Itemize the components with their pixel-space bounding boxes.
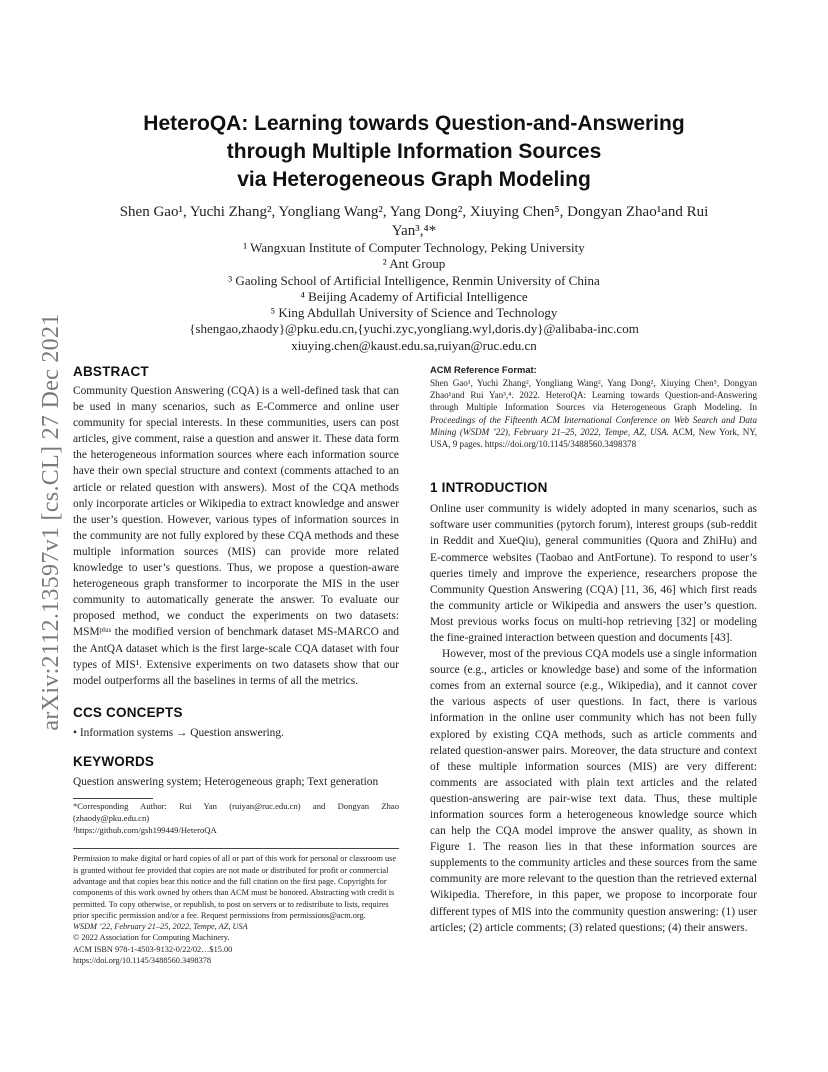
introduction-paragraph-1: Online user community is widely adopted in many scenarios, such as software user communities (pytorch forum), interest groups (sub-reddit in Reddit and XueQiu), general communities (Quora and ZhiHu) and E-commerce websites (Taobao and AntFortune). To respond to user’s queries timely and improve the experience, researchers propose the Community Question Answering (CQA) [11, 36, 46] which first reads the community article or Wikipedia and answers the user’s question. Most previous works focus on multi-hop retrieving [32] or modeling the fine-grained interaction between question and documents [43]. [430, 503, 757, 644]
introduction-heading: 1 INTRODUCTION [430, 480, 548, 496]
introduction-paragraph-2: However, most of the previous CQA models use a single information source (e.g., articles or knowledge base) and some of the information comes from an external source (e.g., Wikipedia), and it cannot cover the various aspects of user questions. In fact, there is various information in the online user community which has not been fully explored by existing CQA methods, such as article comments and related question-answer pairs. Moreover, the data structure and context of these multiple information sources (MIS) are very different: comments are associated with plain text articles and the related question-answering are pair-wise text data. Thus, these multiple information sources form a heterogeneous knowledge source which can help the CQA model improve the answer quality, as shown in Figure 1. The reason lies in that these information sources are supplements to the community articles and these sources from the same community are more relevant to the question than the retrieved external Wikipedia. Therefore, in this paper, we propose to incorporate four different types of MIS into the community question answering: (1) user articles; (2) article comments; (3) related questions; (4) their answers. [430, 648, 757, 934]
affiliation-4: ⁴ Beijing Academy of Artificial Intelligence [300, 288, 528, 304]
introduction-text [430, 501, 757, 936]
ccs-heading: CCS CONCEPTS [73, 704, 183, 720]
acm-reference-part2[interactable]: ACM, New York, NY, USA, 9 pages. https://doi.org/10.1145/3488560.3498378 [430, 426, 757, 450]
email-line-1: {shengao,zhaody}@pku.edu.cn,{yuchi.zyc,yongliang.wyl,doris.dy}@alibaba-inc.com [189, 321, 639, 337]
permission-block [73, 853, 399, 966]
abstract-text [73, 383, 399, 689]
affiliation-3: ³ Gaoling School of Artificial Intelligence, Renmin University of China [228, 272, 600, 288]
title-line-1: HeteroQA: Learning towards Question-and-Answering [143, 112, 685, 135]
affiliation-5: ⁵ King Abdullah University of Science and Technology [270, 305, 558, 321]
acm-reference-proceedings: Proceedings of the Fifteenth ACM International Conference on Web Search and Data Mining (WSDM ’22), February 21–25, 2022, Tempe, AZ, USA. [430, 414, 757, 437]
right-column [430, 364, 757, 936]
acm-reference-part1: Shen Gao¹, Yuchi Zhang², Yongliang Wang², Yang Dong², Xiuying Chen⁵, Dongyan Zhao¹and Rui Yan³,⁴. 2022. HeteroQA: Learning towards Question-and-Answering through Multiple Information Sources via Heterogeneous Graph Modeling. In [430, 378, 757, 413]
author-line-1: Shen Gao¹, Yuchi Zhang², Yongliang Wang², Yang Dong², Xiuying Chen⁵, Dongyan Zhao¹and Rui [119, 204, 709, 220]
paper-title [100, 110, 728, 194]
footnote-github-link[interactable]: ¹https://github.com/gsh199449/HeteroQA [73, 824, 217, 835]
permission-rule [73, 848, 399, 849]
copyright-line: © 2022 Association for Computing Machinery. [73, 933, 230, 943]
email-line-2: xiuying.chen@kaust.edu.sa,ruiyan@ruc.edu.cn [291, 337, 537, 353]
footnote-corresponding: *Corresponding Author: Rui Yan (ruiyan@ruc.edu.cn) and Dongyan Zhao (zhaody@pku.edu.cn) [73, 800, 399, 823]
doi-link[interactable]: https://doi.org/10.1145/3488560.3498378 [73, 956, 212, 966]
isbn-line: ACM ISBN 978-1-4503-9132-0/22/02…$15.00 [73, 944, 233, 954]
affiliation-2: ² Ant Group [382, 256, 446, 272]
abstract-heading: ABSTRACT [73, 364, 149, 379]
ccs-text: • Information systems → Question answering. [73, 726, 284, 739]
keywords-text: Question answering system; Heterogeneous graph; Text generation [73, 775, 379, 788]
author-line-2: Yan³,⁴* [391, 223, 437, 239]
permission-text: Permission to make digital or hard copies of all or part of this work for personal or classroom use is granted without fee provided that copies are not made or distributed for profit or commercial advantage and that copies bear this notice and the full citation on the first page. Copyrights for components of this work owned by others than ACM must be honored. Abstracting with credit is permitted. To copy otherwise, or republish, to post on servers or to redistribute to lists, requires prior specific permission and/or a fee. Request permissions from permissions@acm.org. [73, 854, 397, 920]
title-line-3: via Heterogeneous Graph Modeling [237, 168, 591, 191]
arxiv-stamp-text: arXiv:2112.13597v1 [cs.CL] 27 Dec 2021 [38, 313, 64, 731]
affiliation-1: ¹ Wangxuan Institute of Computer Technology, Peking University [243, 240, 585, 255]
title-line-2: through Multiple Information Sources [226, 140, 602, 163]
author-list [72, 203, 756, 241]
acm-reference-heading: ACM Reference Format: [430, 364, 537, 375]
abstract-paragraph: Community Question Answering (CQA) is a well-defined task that can be used in many scenarios, such as E-Commerce and online user community for special interests. In these communities, users can post articles, give comment, raise a question and answer it. These data form the heterogeneous information sources where each information source have their own special structure and context (comments attached to an article or related question with answers). Most of the CQA methods only incorporate articles or Wikipedia to extract knowledge and answer the user’s question. However, various types of information sources in the community are not fully explored by these CQA methods and these multiple information sources (MIS) can provide more related knowledge to user’s questions. Thus, we propose a question-aware heterogeneous graph transformer to incorporate the MIS in the user community to automatically generate the answer. To evaluate our proposed method, we conduct the experiments on two datasets: MSMᵖˡᵘˢ the modified version of benchmark dataset MS-MARCO and the AntQA dataset which is the first large-scale CQA dataset with four types of MIS¹. Extensive experiments on two datasets show that our model outperforms all the baselines in terms of all the metrics. [73, 385, 399, 687]
affiliations [72, 240, 756, 354]
arxiv-stamp [18, 287, 64, 757]
venue-line: WSDM ’22, February 21–25, 2022, Tempe, AZ, USA [73, 922, 248, 932]
acm-reference-text [430, 377, 757, 450]
keywords-heading: KEYWORDS [73, 753, 155, 769]
footnote-rule [73, 798, 153, 799]
left-column [73, 364, 399, 966]
